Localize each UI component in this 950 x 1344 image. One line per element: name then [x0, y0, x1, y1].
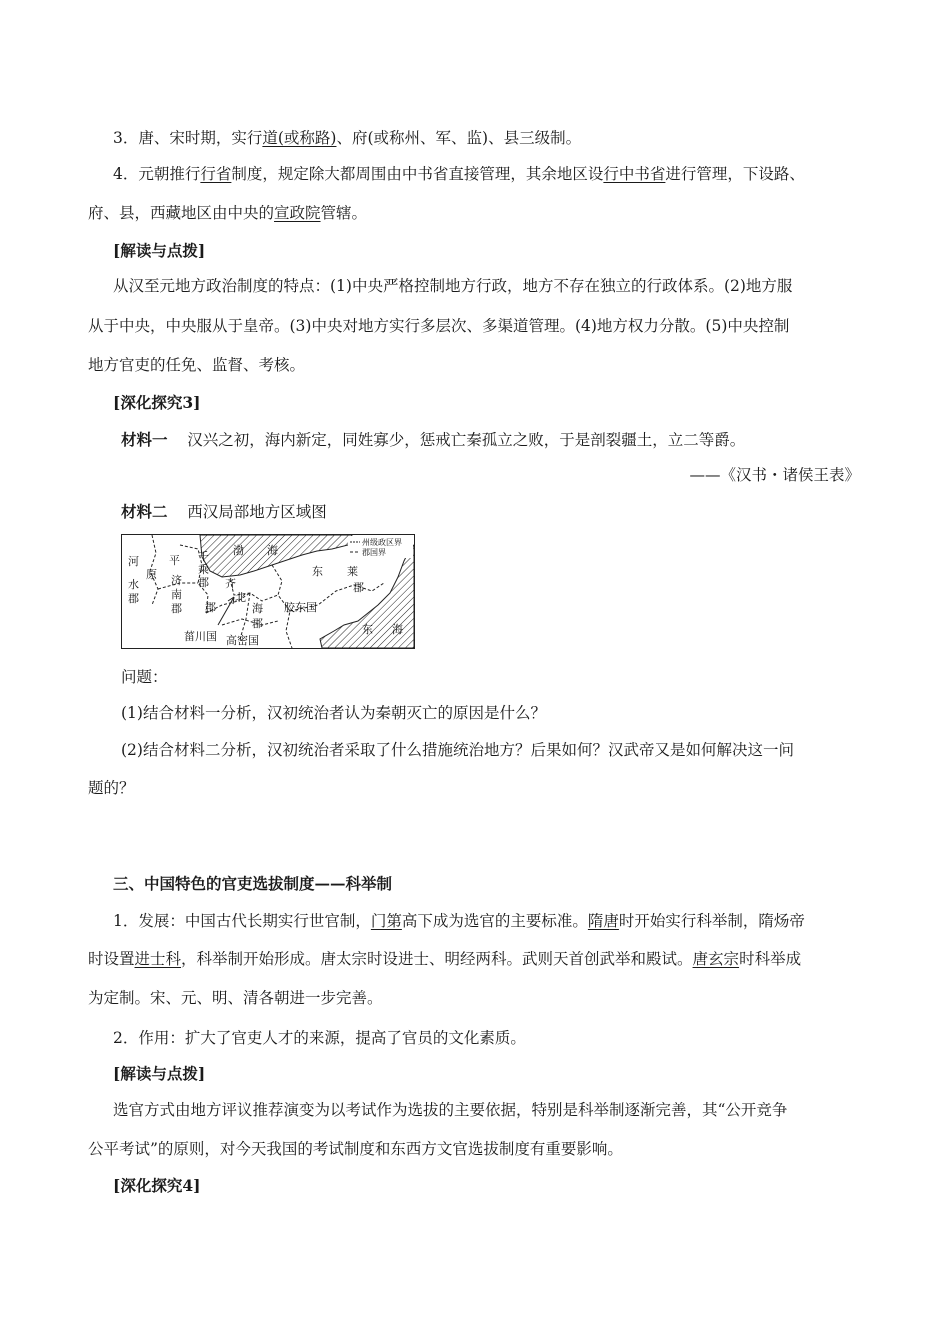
underlined-term: 行中书省 [603, 165, 666, 183]
underlined-term: 门第 [370, 912, 402, 930]
map-label: 郡 [205, 601, 216, 614]
map-label: 菑川国 [184, 630, 217, 643]
map-label: 高密国 [226, 634, 259, 647]
text: ，科举制开始形成。唐太宗时设进士、明经两科。武则天首创武举和殿试。 [181, 950, 693, 968]
map-label: 海 [252, 602, 263, 615]
map-label: 莱 [347, 565, 358, 578]
section-3-title: 三、中国特色的官吏选拔制度——科举制 [113, 874, 393, 893]
material-1-source: ——《汉书・诸侯王表》 [689, 466, 860, 484]
section-3-item-1-line-2 [88, 948, 801, 970]
legend-label: 州级政区界 [362, 538, 402, 547]
western-han-region-map [121, 534, 415, 649]
material-label: 材料一 [121, 430, 168, 449]
question-heading: 问题： [121, 668, 168, 686]
map-label: 济 [171, 574, 182, 587]
text: 进行管理，下设路、 [665, 165, 805, 183]
text: 管辖。 [320, 204, 368, 222]
text: 4．元朝推行 [113, 165, 201, 183]
map-label: 海 [392, 623, 403, 636]
section-3-item-2: 2．作用：扩大了官吏人才的来源，提高了官员的文化素质。 [113, 1029, 526, 1047]
explore-heading-4: [深化探究4] [113, 1176, 201, 1195]
paragraph-item-3 [113, 127, 581, 149]
map-label: 郡 [198, 576, 209, 589]
underlined-term: 宣政院 [274, 204, 321, 222]
text: 时开始实行科举制，隋炀帝 [618, 912, 805, 930]
map-graphic [122, 535, 414, 648]
map-label: 郡 [171, 602, 182, 615]
material-text: 西汉局部地方区域图 [187, 503, 327, 521]
underlined-term: 行省 [200, 165, 232, 183]
underlined-term: 隋唐 [587, 912, 619, 930]
text: 、府(或称州、军、监)、县三级制。 [336, 129, 582, 147]
section-3-item-1-line-1 [113, 910, 805, 932]
question-1: (1)结合材料一分析，汉初统治者认为秦朝灭亡的原因是什么？ [121, 704, 546, 722]
map-label: 齐 [225, 577, 236, 590]
explore-heading-3: [深化探究3] [113, 393, 201, 412]
text: 3．唐、宋时期，实行 [113, 129, 263, 147]
text: 高下成为选官的主要标准。 [401, 912, 588, 930]
map-label: 原 [146, 568, 157, 581]
underlined-term: 唐玄宗 [692, 950, 740, 968]
map-label: 北 [235, 591, 246, 604]
question-2-line-2: 题的？ [88, 779, 135, 797]
map-label: 胶东国 [284, 601, 317, 614]
map-label: 河 [128, 555, 139, 568]
text: 时设置 [88, 950, 135, 968]
map-label: 郡 [252, 617, 263, 630]
text: 1．发展：中国古代长期实行世官制， [113, 912, 371, 930]
map-label: 千 [198, 550, 209, 563]
paragraph-item-4-line-2 [88, 202, 367, 224]
interpret-line-3: 地方官吏的任免、监督、考核。 [88, 356, 306, 374]
interpret-line-1: 从汉至元地方政治制度的特点：(1)中央严格控制地方行政，地方不存在独立的行政体系。(2)地方服 [113, 277, 793, 295]
paragraph-item-4-line-1 [113, 163, 805, 185]
map-label: 海 [267, 544, 278, 557]
section-3-interpret-line-2: 公平考试”的原则，对今天我国的考试制度和东西方文官选拔制度有重要影响。 [88, 1140, 623, 1158]
interpret-heading: [解读与点拨] [113, 241, 206, 260]
map-label: 乘 [198, 563, 209, 576]
map-label: 郡 [128, 592, 139, 605]
map-label: 东 [312, 565, 323, 578]
text: 时科举成 [739, 950, 802, 968]
section-3-interpret-heading: [解读与点拨] [113, 1064, 206, 1083]
map-label: 郡 [353, 581, 364, 594]
interpret-line-2: 从于中央，中央服从于皇帝。(3)中央对地方实行多层次、多渠道管理。(4)地方权力分散。(5)中央控制 [88, 317, 790, 335]
legend-label: 郡国界 [362, 548, 386, 557]
section-3-item-1-line-3: 为定制。宋、元、明、清各朝进一步完善。 [88, 989, 383, 1007]
map-label: 南 [171, 588, 182, 601]
material-label: 材料二 [121, 502, 168, 521]
map-label: 东 [362, 623, 373, 636]
underlined-term: 进士科 [134, 950, 182, 968]
text: 制度，规定除大都周围由中书省直接管理，其余地区设 [231, 165, 604, 183]
map-label: 平 [169, 554, 180, 567]
map-label: 水 [128, 578, 139, 591]
section-3-interpret-line-1: 选官方式由地方评议推荐演变为以考试作为选拔的主要依据，特别是科举制逐渐完善，其“公开竞争 [113, 1101, 788, 1119]
text: 府、县，西藏地区由中央的 [88, 204, 275, 222]
map-label: 渤 [233, 544, 244, 557]
material-text: 汉兴之初，海内新定，同姓寡少，惩戒亡秦孤立之败，于是剖裂疆土，立二等爵。 [187, 431, 746, 449]
underlined-term: 道(或称路) [262, 129, 337, 147]
material-1 [121, 429, 745, 451]
question-2-line-1: (2)结合材料二分析，汉初统治者采取了什么措施统治地方？后果如何？汉武帝又是如何解决这一问 [121, 741, 794, 759]
material-2 [121, 501, 327, 523]
